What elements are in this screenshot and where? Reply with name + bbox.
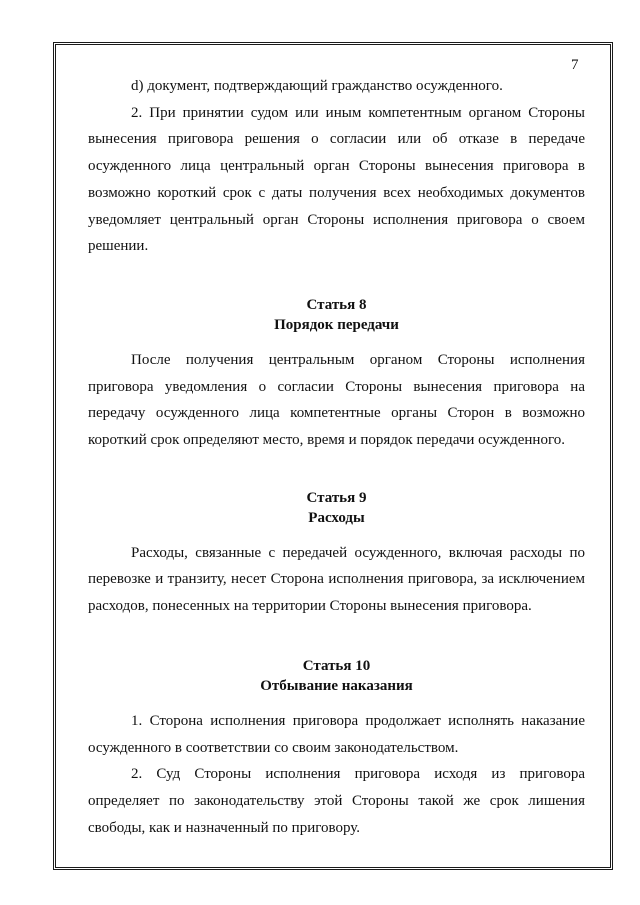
article-9-title: Расходы xyxy=(308,509,365,526)
article-10-paragraph-2: 2. Суд Стороны исполнения приговора исходя из приговора определяет по законодательству этой Стороны такой же срок лишения свободы, как и назначенный по приговору. xyxy=(88,766,585,836)
article-10 xyxy=(88,656,585,842)
article-10-number: Статья 10 xyxy=(302,657,371,674)
article-9 xyxy=(88,488,585,620)
article-10-title: Отбывание наказания xyxy=(260,677,413,694)
article-10-paragraph-1: 1. Сторона исполнения приговора продолжает исполнять наказание осужденного в соответствии со своим законодательством. xyxy=(88,712,585,756)
document-body xyxy=(88,73,585,841)
article-8-number: Статья 8 xyxy=(306,296,367,313)
article-8-title: Порядок передачи xyxy=(274,316,399,333)
paragraph-2: 2. При принятии судом или иным компетентным органом Стороны вынесения приговора решения о согласии или об отказе в передаче осужденного лица центральный орган Стороны вынесения приговора в возможно короткий срок с даты получения всех необходимых документов уведомляет центральный орган Стороны исполнения приговора о своем решении. xyxy=(88,104,585,255)
page-number: 7 xyxy=(571,57,579,73)
article-8 xyxy=(88,295,585,454)
item-d-paragraph: d) документ, подтверждающий гражданство осужденного. xyxy=(131,78,503,94)
article-8-paragraph: После получения центральным органом Стороны исполнения приговора уведомления о согласии Стороны вынесения приговора на передачу осужденного лица компетентные органы Сторон в возможно короткий срок определяют место, время и порядок передачи осужденного. xyxy=(88,351,585,449)
article-9-paragraph: Расходы, связанные с передачей осужденного, включая расходы по перевозке и транзиту, несет Сторона исполнения приговора, за исключением расходов, понесенных на территории Стороны вынесения приговора. xyxy=(88,544,585,615)
article-9-number: Статья 9 xyxy=(306,489,367,506)
